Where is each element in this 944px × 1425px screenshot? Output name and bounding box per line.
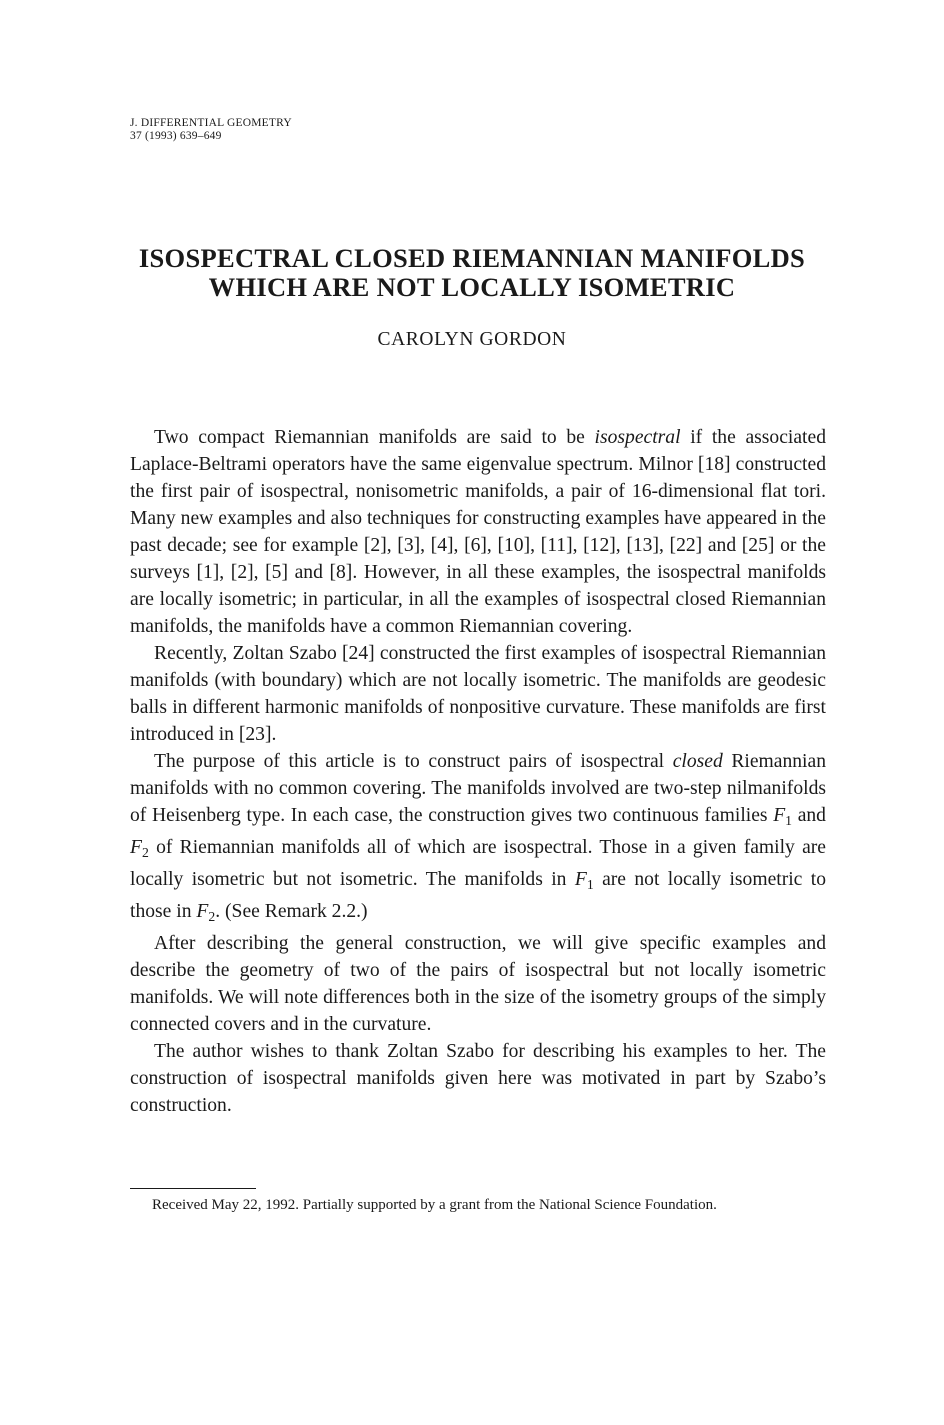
family-f2-symbol-2: F [196,901,209,923]
p1-text-a: Two compact Riemannian manifolds are said to be [154,427,595,448]
journal-name: J. DIFFERENTIAL GEOMETRY [130,117,292,129]
paragraph-3 [130,748,826,930]
p3-text-c: and [792,805,826,826]
family-f1-symbol-2: F [574,869,587,891]
paragraph-2: Recently, Zoltan Szabo [24] constructed the first examples of isospectral Riemannian manifolds (with boundary) which are not locally isometric. The manifolds are geodesic balls in different harmonic manifolds of nonpositive curvature. These manifolds are first introduced in [23]. [130,643,826,745]
p3-text-g: . (See Remark 2.2.) [215,901,368,923]
body-text [130,424,826,1119]
p3-text-d: of Riemannian manifolds all of which are isospectral. Those in a given family are locally isometric but not isometric. The manifolds in [130,837,826,891]
author-name: CAROLYN GORDON [377,329,567,350]
family-f2-subscript-2: 2 [208,909,216,925]
journal-volume: 37 (1993) 639–649 [130,130,222,142]
title-line-1: ISOSPECTRAL CLOSED RIEMANNIAN MANIFOLDS [138,243,806,273]
paragraph-1 [130,424,826,640]
journal-header [130,117,292,143]
p3-text-b: Riemannian manifolds with no common covering. The manifolds involved are two-step nilmanifolds of Heisenberg type. In each case, the construction gives two continuous families [130,751,826,826]
footnote-rule [130,1188,256,1189]
p1-text-b: if the associated Laplace-Beltrami operators have the same eigenvalue spectrum. Milnor [18] constructed the first pair of isospectral, nonisometric manifolds, a pair of 16-dimensional flat tori. Many new examples and also techniques for constructing examples have appeared in the past decade; see for example [2], [3], [4], [6], [10], [11], [12], [13], [22] and [25] or the surveys [1], [2], [5] and [8]. However, in all these examples, the isospectral manifolds are locally isometric; in particular, in all the examples of isospectral closed Riemannian manifolds, the manifolds have a common Riemannian covering. [130,427,826,637]
p3-text-a: The purpose of this article is to construct pairs of isospectral [154,751,673,772]
paragraph-4: After describing the general construction, we will give specific examples and describe the geometry of two of the pairs of isospectral but not locally isometric manifolds. We will note differences both in the size of the isometry groups of the simply connected covers and in the curvature. [130,933,826,1036]
family-f1-symbol: F [773,805,786,826]
p3-emphasis: closed [672,751,723,772]
p1-emphasis: isospectral [594,427,681,448]
family-f1-subscript: 1 [785,813,793,829]
family-f1-subscript-2: 1 [586,877,594,893]
title-line-2: WHICH ARE NOT LOCALLY ISOMETRIC [208,272,736,302]
paper-title [0,244,944,302]
family-f2-symbol: F [130,837,142,859]
p3-text-e: are not locally isometric to those in [130,869,826,923]
paragraph-5: The author wishes to thank Zoltan Szabo for describing his examples to her. The construction of isospectral manifolds given here was motivated in part by Szabo’s construction. [130,1041,826,1117]
family-f2-subscript: 2 [141,845,149,861]
footnote: Received May 22, 1992. Partially supported by a grant from the National Science Foundation. [152,1197,717,1213]
